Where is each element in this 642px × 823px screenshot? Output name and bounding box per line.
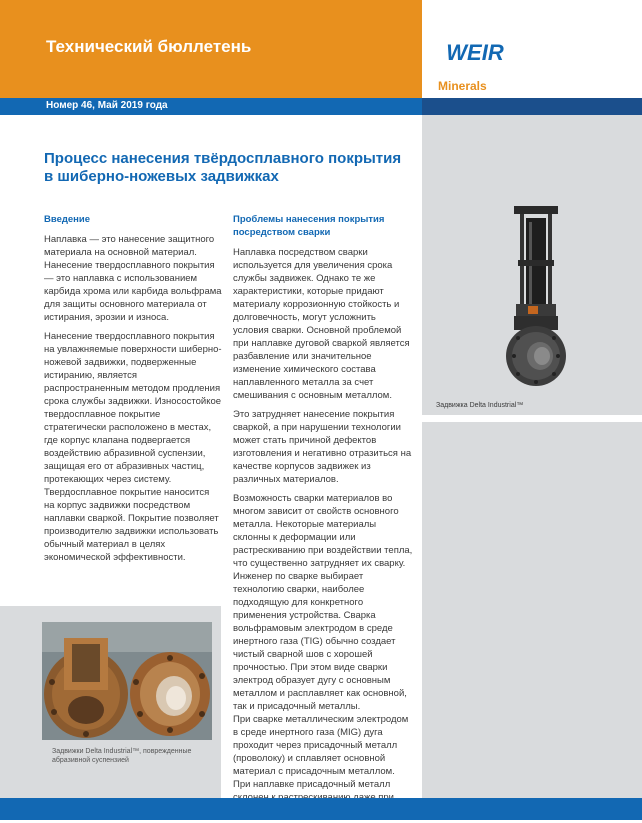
- valve-caption: Задвижка Delta Industrial™: [436, 402, 524, 409]
- footer-bar: [0, 798, 642, 820]
- issue-number: Номер 46, Май 2019 года: [46, 100, 168, 111]
- sidebar-panel-bottom: [422, 422, 642, 798]
- worn-valves-caption: Задвижки Delta Industrial™, поврежденные абразивной суспензией: [52, 748, 192, 764]
- bulletin-title: Технический бюллетень: [46, 37, 252, 56]
- division-label: Minerals: [438, 79, 487, 93]
- paragraph: При сварке металлическим электродом в среде инертного газа (MIG) дуга проходит через присадочный металл (проволоку) и сплавляет основной материал с присадочным металлом. При наплавке присадочный металл: [233, 714, 409, 790]
- section-heading: Проблемы нанесения покрытия посредством сварки: [233, 214, 385, 238]
- section-heading: Введение: [44, 214, 91, 225]
- article-title: Процесс нанесения твёрдосплавного покрытия в шиберно-ножевых задвижках: [44, 150, 402, 185]
- paragraph: Наплавка посредством сварки используется для увеличения срока службы задвижек. Однако те же характеристики, которые придают материалу коррозионную стойкость и долговечность, могут усложнить условия сварки. Основной проблемой при наплавке дуговой сваркой является разбавление или значительное изменение химического состава наплавленного металла за счет смешивания с основным металлом.: [233, 247, 410, 401]
- worn-valves-photo: [42, 622, 212, 740]
- paragraph: Это затрудняет нанесение покрытия сваркой, а при нарушении технологии может стать причиной дефектов изготовления и негативно отразиться на качестве корпусов задвижек из различных материалов.: [233, 409, 412, 485]
- svg-text:WEIR: WEIR: [446, 40, 504, 64]
- paragraph: Наплавка — это нанесение защитного материала на основной материал. Нанесение твердосплавного покрытия — это наплавка с использованием карбида хрома или карбида вольфрама для защиты основного материала от истирания, эрозии и износа.: [44, 234, 222, 323]
- issue-bar-accent: [422, 98, 642, 115]
- column-welding-problems: [233, 213, 413, 823]
- paragraph: Возможность сварки материалов во многом зависит от свойств основного металла. Некоторые материалы склонны к деформации или растрескиванию при воздействии тепла, что существенно затрудняет их сварку. Инженер по сварке выбирает технологию сварки, наиболее подходящую для конкретного применения устройства. Сварка вольфрамовым электродом в среде инертного газа (TIG) обычно создает чистый сварной шов с хорошей прочностью. При этом виде сварки электрод образует дугу с основным металлом и расплавляет как основной, так и присадочный металлы.: [233, 493, 413, 712]
- column-introduction: [44, 213, 222, 570]
- paragraph: Нанесение твердосплавного покрытия на увлажняемые поверхности шиберно-ножевой задвижки, подверженные истиранию, является распространенным методом продления срока службы задвижки. Износостойкое твердосплавное покрытие стратегически расположено в местах, где корпус клапана подвергается воздействию абразивной суспензии, защищая его от абразивных частиц, протекающих через систему. Твердосплавное покрытие наносится на корпус задвижки посредством наплавки сваркой. Покрытие позволяет производителю задвижки использовать обычный материал в целях экономической эффективности.: [44, 331, 222, 563]
- weir-logo: [438, 40, 512, 64]
- knife-gate-valve-photo: [496, 198, 576, 398]
